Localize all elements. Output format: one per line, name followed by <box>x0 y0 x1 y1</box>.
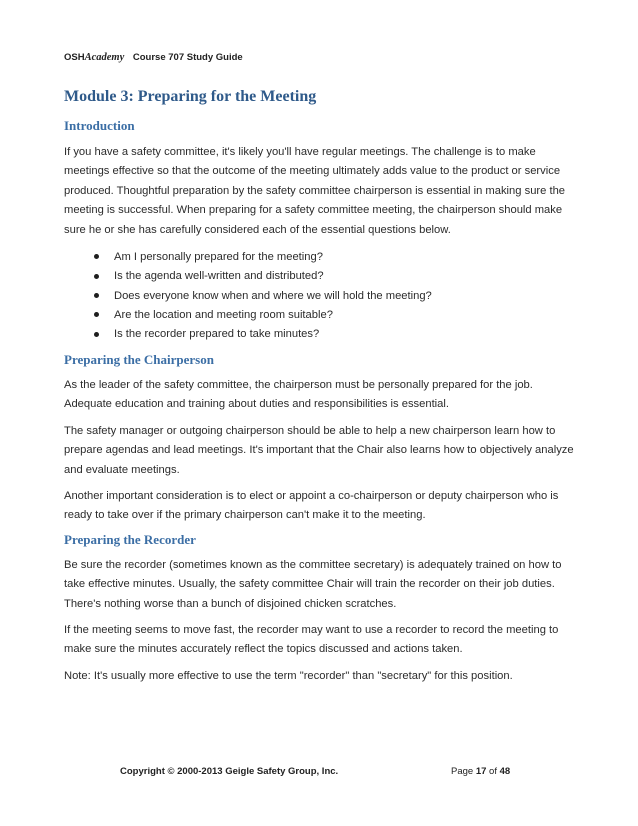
bullet-icon <box>94 293 99 298</box>
chairperson-paragraph-2: The safety manager or outgoing chairperson should be able to help a new chairperson learn how to prepare agendas and lead meetings. It's important that the Chair also learns how to objectively analyze and evaluate meetings. <box>64 424 574 476</box>
list-item: Is the agenda well-written and distributed? <box>64 266 576 285</box>
introduction-heading: Introduction <box>64 118 135 133</box>
chairperson-heading: Preparing the Chairperson <box>64 351 214 367</box>
copyright-notice: Copyright © 2000-2013 Geigle Safety Group, Inc. <box>120 766 339 777</box>
course-title: Course 707 Study Guide <box>132 52 243 63</box>
introduction-paragraph: If you have a safety committee, it's likely you'll have regular meetings. The challenge is to make meetings effective so that the outcome of the meeting ultimately adds value to the product or service produced. Thoughtful preparation by the safety committee chairperson is essential in making sure the meeting is successful. When preparing for a safety committee meeting, the chairperson should make sure he or she has carefully considered each of the essential questions below. <box>64 146 566 236</box>
list-item: Is the recorder prepared to take minutes? <box>64 325 576 344</box>
chairperson-paragraph-1: As the leader of the safety committee, the chairperson must be personally prepared for the job. Adequate education and training about duties and responsibilities is essential. <box>64 378 533 411</box>
recorder-heading: Preparing the Recorder <box>64 531 196 547</box>
list-item: Does everyone know when and where we will hold the meeting? <box>64 286 576 305</box>
bullet-icon <box>94 274 99 279</box>
page-number: Page 17 of 48 <box>451 766 511 777</box>
bullet-icon <box>94 254 99 259</box>
questions-list <box>64 247 576 344</box>
running-header <box>64 52 243 63</box>
list-item: Are the location and meeting room suitable? <box>64 305 576 324</box>
bullet-icon <box>94 332 99 337</box>
brand-suffix: Academy <box>84 52 125 63</box>
recorder-paragraph-2: If the meeting seems to move fast, the recorder may want to use a recorder to record the meeting to make sure the minutes accurately reflect the topics discussed and actions taken. <box>64 624 559 656</box>
page-content <box>64 88 576 686</box>
module-title: Module 3: Preparing for the Meeting <box>64 88 317 105</box>
recorder-paragraph-1: Be sure the recorder (sometimes known as the committee secretary) is adequately trained on how to take effective minutes. Usually, the safety committee Chair will train the recorder on their job duties. There's nothing worse than a bunch of disjoined chicken scratches. <box>64 558 562 610</box>
chairperson-paragraph-3: Another important consideration is to elect or appoint a co-chairperson or deputy chairperson who is ready to take over if the primary chairperson can't make it to the meeting. <box>64 490 559 522</box>
brand-prefix: OSH <box>64 52 85 63</box>
recorder-note: Note: It's usually more effective to use the term "recorder" than "secretary" for this position. <box>64 669 513 682</box>
bullet-icon <box>94 312 99 317</box>
list-item: Am I personally prepared for the meeting? <box>64 247 576 266</box>
